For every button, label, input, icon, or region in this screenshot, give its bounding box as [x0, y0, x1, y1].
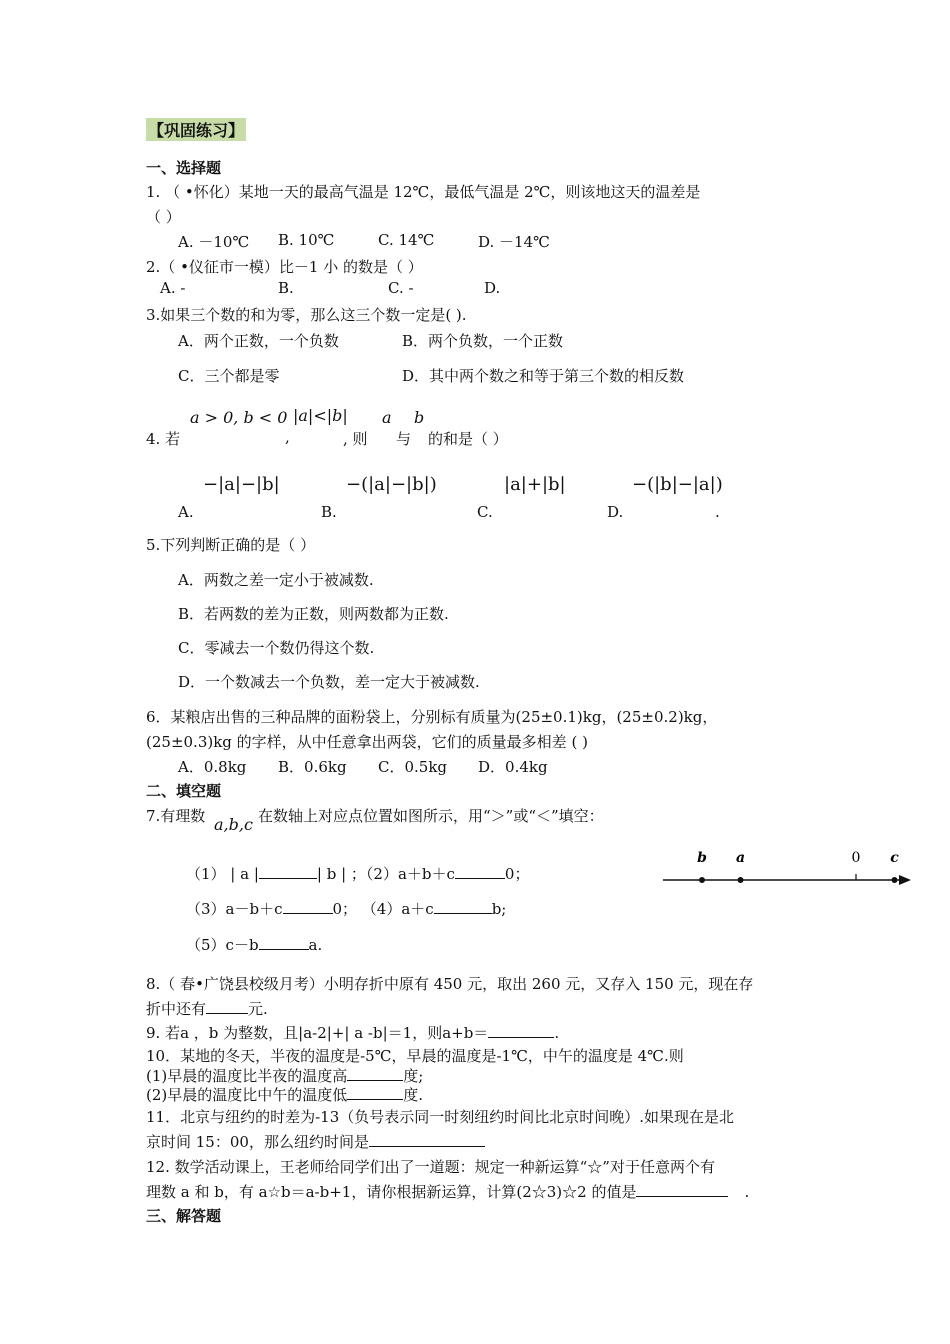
- q5-option-b: B．若两数的差为正数，则两数都为正数.: [178, 605, 449, 623]
- q4-condition-2: |a|<|b|: [293, 406, 348, 425]
- q10-part-2: [146, 1084, 423, 1105]
- number-line-arrow-icon: [899, 875, 911, 885]
- q8-stem-cont: 折中还有: [146, 1000, 207, 1018]
- q4-label-b: B.: [321, 503, 337, 521]
- q5-option-c: C．零减去一个数仍得这个数.: [178, 639, 375, 657]
- q10-p1-unit: 度;: [403, 1067, 424, 1085]
- number-line-point-c: [892, 877, 898, 883]
- q4-label-a: A.: [178, 503, 194, 521]
- q3-option-a: A．两个正数，一个负数: [178, 332, 339, 350]
- q4-with: 与: [396, 430, 412, 448]
- q7-p1-b: | b | ；（2）a＋b＋c: [316, 865, 455, 883]
- q8-stem: 8.（ 春•广饶县校级月考）小明存折中原有 450 元，取出 260 元，又存入 150 元，现在存: [146, 975, 754, 993]
- q4-suffix: 的和是（ ）: [428, 430, 508, 448]
- question-9: [146, 1022, 559, 1043]
- number-line-label-b: b: [697, 850, 707, 866]
- q7-part-3-row: [186, 934, 322, 955]
- q10-p2-text: (2)早晨的温度比中午的温度低: [146, 1086, 348, 1104]
- q11-stem: 11．北京与纽约的时差为-13（负号表示同一时刻纽约时间比北京时间晚）.如果现在是北: [146, 1108, 735, 1126]
- q6-option-c: C．0.5kg: [378, 758, 448, 776]
- number-line-label-c: c: [890, 850, 899, 866]
- q5-option-d: D．一个数减去一个负数，差一定大于被减数.: [178, 673, 480, 691]
- q4-var-a: a: [382, 408, 392, 427]
- q7-blank-2[interactable]: [455, 864, 505, 879]
- section-title-answer: 三、解答题: [146, 1207, 222, 1225]
- q7-p3-a: （5）c－b: [186, 936, 259, 954]
- q4-expr-b: −(|a|−|b|): [346, 474, 437, 495]
- number-line-point-a: [738, 877, 744, 883]
- q5-option-a: A．两数之差一定小于被减数.: [178, 571, 374, 589]
- q1-option-a: A. －10℃: [178, 233, 250, 251]
- q7-p2-a: （3）a－b＋c: [186, 900, 283, 918]
- q1-stem: 1. （ •怀化）某地一天的最高气温是 12℃，最低气温是 2℃，则该地这天的温差是: [146, 183, 701, 201]
- number-line-figure: [655, 840, 920, 895]
- q9-blank[interactable]: [488, 1023, 554, 1038]
- q1-stem-cont: （ ）: [146, 208, 181, 226]
- q2-option-c: C. -: [388, 279, 414, 297]
- q7-blank-5[interactable]: [259, 935, 309, 950]
- q8-unit: 元.: [248, 1000, 268, 1018]
- q4-condition-1: a > 0, b < 0: [190, 408, 288, 427]
- q5-stem: 5.下列判断正确的是（ ）: [146, 536, 316, 554]
- q4-expr-d: −(|b|−|a|): [632, 474, 723, 495]
- q10-stem: 10．某地的冬天，半夜的温度是-5℃，早晨的温度是-1℃，中午的温度是 4℃.则: [146, 1047, 684, 1065]
- q1-option-b: B. 10℃: [278, 231, 335, 249]
- number-line-label-a: a: [735, 850, 746, 866]
- q7-prefix: 7.有理数: [146, 807, 206, 825]
- q4-comma-1: ,: [285, 428, 290, 446]
- q4-end-dot: .: [715, 503, 720, 521]
- q6-stem-cont: (25±0.3)kg 的字样，从中任意拿出两袋，它们的质量最多相差 ( ): [146, 733, 588, 751]
- page-heading: 【巩固练习】: [146, 118, 246, 141]
- q7-vars: a,b,c: [214, 815, 253, 834]
- q7-p1-c: 0；: [504, 865, 530, 883]
- q12-stem: 12. 数学活动课上，王老师给同学们出了一道题：规定一种新运算“☆”对于任意两个有: [146, 1158, 715, 1176]
- q11-stem-cont: 京时间 15：00，那么纽约时间是: [146, 1133, 369, 1151]
- q1-option-d: D. －14℃: [478, 233, 550, 251]
- q12-blank[interactable]: [636, 1182, 728, 1197]
- q9-stem: 9. 若a ，b 为整数，且|a-2|+| a -b|＝1，则a+b＝: [146, 1024, 489, 1042]
- q4-expr-c: |a|+|b|: [504, 474, 566, 495]
- q10-part-1: [146, 1065, 423, 1086]
- number-line-point-b: [699, 877, 705, 883]
- q10-p2-unit: 度.: [403, 1086, 424, 1104]
- q10-blank-1[interactable]: [347, 1066, 403, 1081]
- q4-expr-a: −|a|−|b|: [203, 474, 280, 495]
- q4-var-b: b: [414, 408, 425, 427]
- q10-p1-text: (1)早晨的温度比半夜的温度高: [146, 1067, 348, 1085]
- q7-blank-1[interactable]: [259, 864, 317, 879]
- q3-option-c: C．三个都是零: [178, 367, 280, 385]
- q3-option-b: B．两个负数，一个正数: [402, 332, 564, 350]
- q3-option-d: D．其中两个数之和等于第三个数的相反数: [402, 367, 685, 385]
- q12-row-2: [146, 1181, 749, 1202]
- q12-stem-cont: 理数 a 和 b，有 a☆b＝a-b+1，请你根据新运算，计算(2☆3)☆2 的值是: [146, 1183, 637, 1201]
- q7-blank-4[interactable]: [434, 899, 492, 914]
- q8-blank[interactable]: [206, 999, 248, 1014]
- q2-option-d: D.: [484, 279, 501, 297]
- q7-p1-a: （1） | a |: [186, 865, 259, 883]
- q4-label-c: C.: [477, 503, 493, 521]
- q6-option-a: A．0.8kg: [178, 758, 247, 776]
- q11-blank[interactable]: [369, 1132, 485, 1147]
- q7-suffix: 在数轴上对应点位置如图所示，用“＞”或“＜”填空：: [258, 807, 604, 825]
- q6-option-b: B．0.6kg: [278, 758, 347, 776]
- section-title-fill: 二、填空题: [146, 782, 222, 800]
- q4-then: , 则: [343, 430, 368, 448]
- q12-end: .: [744, 1183, 750, 1201]
- q7-p3-b: a.: [308, 936, 323, 954]
- q7-blank-3[interactable]: [283, 899, 333, 914]
- section-title-choice: 一、选择题: [146, 159, 222, 177]
- q2-option-a: A. -: [160, 279, 186, 297]
- q10-blank-2[interactable]: [347, 1085, 403, 1100]
- q7-part-2-row: [186, 898, 506, 919]
- q7-p2-b: 0； （4）a＋c: [332, 900, 434, 918]
- q1-option-c: C. 14℃: [378, 231, 435, 249]
- q7-part-1-row: [186, 863, 529, 884]
- q3-stem: 3.如果三个数的和为零，那么这三个数一定是( ).: [146, 306, 467, 324]
- q4-prefix: 4. 若: [146, 430, 181, 448]
- q6-stem: 6．某粮店出售的三种品牌的面粉袋上，分别标有质量为(25±0.1)kg，(25±0.2)kg，: [146, 708, 718, 726]
- q11-row-2: [146, 1131, 485, 1152]
- q9-end: .: [554, 1024, 560, 1042]
- number-line-label-zero: 0: [851, 850, 861, 866]
- q7-p2-c: b;: [491, 900, 507, 918]
- q8-row-2: [146, 998, 268, 1019]
- q4-label-d: D.: [607, 503, 624, 521]
- q2-stem: 2.（ •仪征市一模）比－1 小 的数是（ ）: [146, 258, 423, 276]
- q2-option-b: B.: [278, 279, 294, 297]
- q6-option-d: D．0.4kg: [478, 758, 548, 776]
